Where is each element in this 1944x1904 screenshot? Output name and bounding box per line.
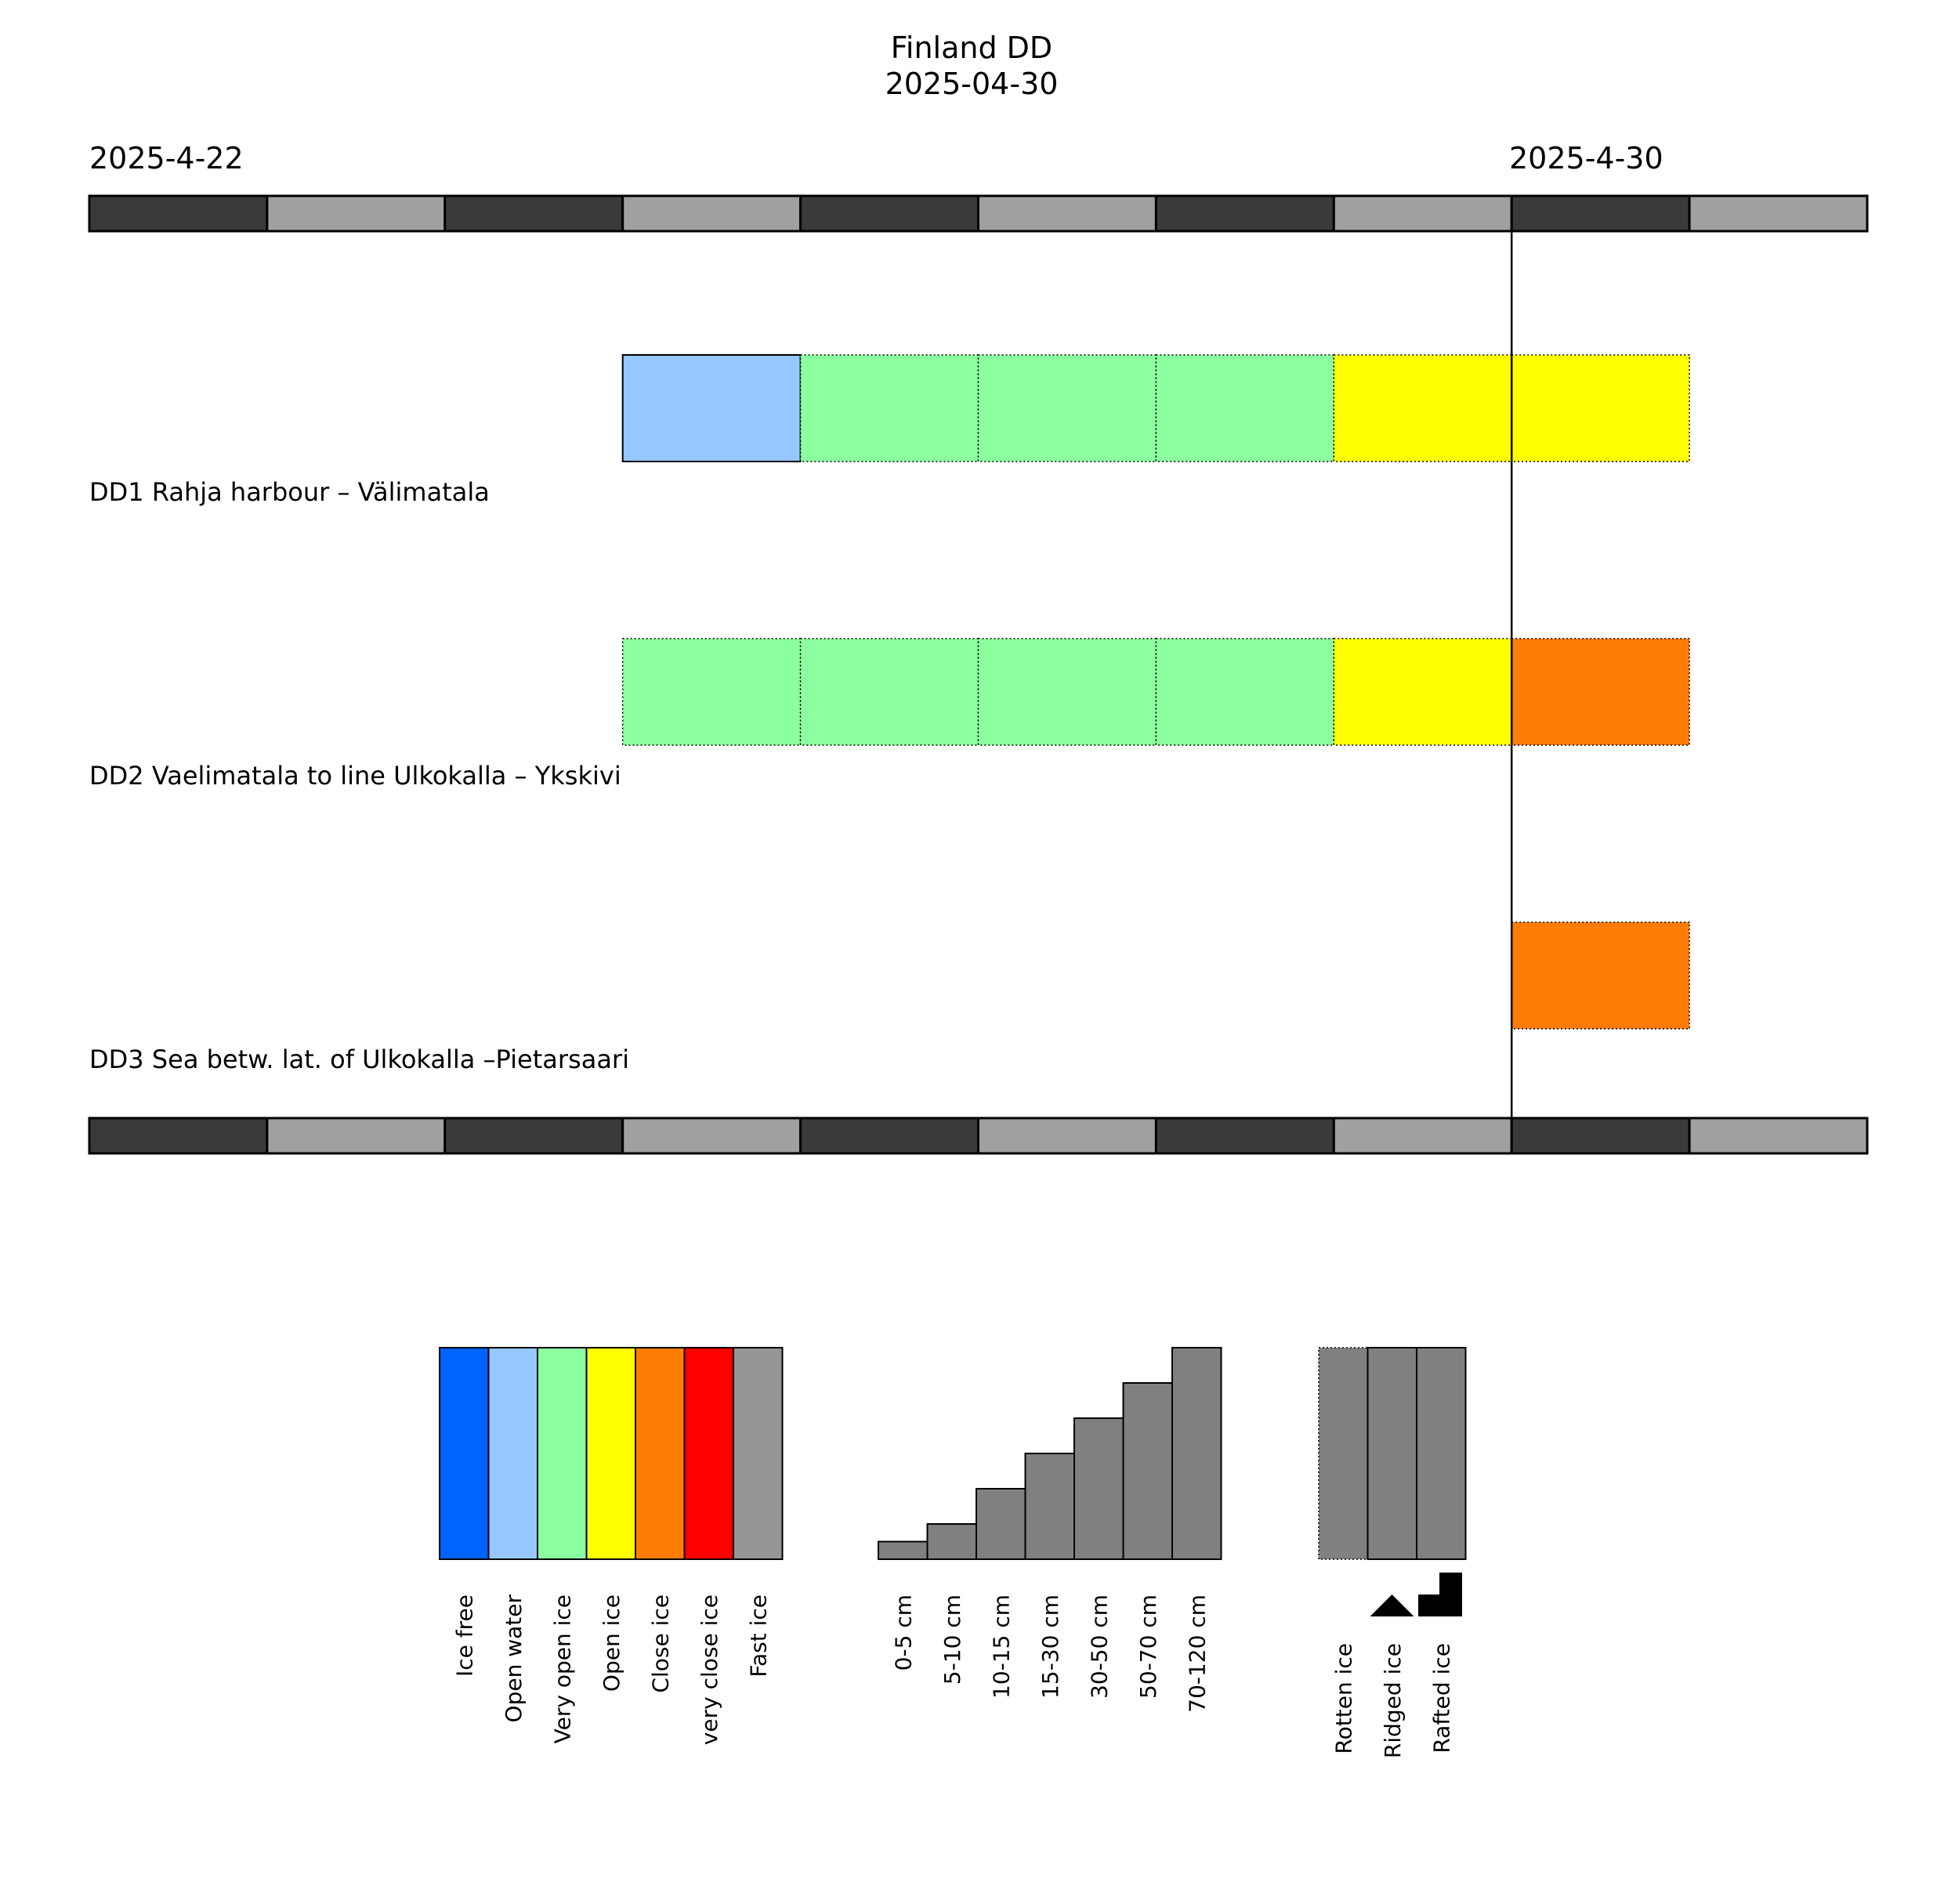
top-timebar-day-4 bbox=[801, 196, 979, 231]
top-timebar-day-8 bbox=[1511, 196, 1689, 231]
bottom-timebar-day-6 bbox=[1156, 1118, 1334, 1153]
ice-type-swatch bbox=[1319, 1348, 1368, 1559]
thickness-label: 50-70 cm bbox=[1135, 1595, 1161, 1699]
bottom-timebar-day-8 bbox=[1511, 1118, 1689, 1153]
ice-cell bbox=[979, 639, 1157, 745]
chart-title: Finland DD bbox=[890, 31, 1053, 65]
thickness-bar bbox=[1172, 1348, 1222, 1559]
legend-label: Close ice bbox=[647, 1595, 674, 1693]
ice-cell bbox=[1334, 639, 1511, 745]
top-timebar-day-3 bbox=[623, 196, 801, 231]
top-timebar-day-5 bbox=[979, 196, 1157, 231]
ice-cell bbox=[1334, 355, 1511, 462]
region-label: DD3 Sea betw. lat. of Ulkokalla –Pietarsaari bbox=[89, 1044, 629, 1074]
bottom-timebar-day-9 bbox=[1689, 1118, 1867, 1153]
ice-cell bbox=[801, 355, 979, 462]
bottom-timebar bbox=[89, 1118, 1867, 1153]
bottom-timebar-day-1 bbox=[267, 1118, 445, 1153]
legend-swatch bbox=[635, 1348, 685, 1559]
top-timebar-day-0 bbox=[89, 196, 267, 231]
thickness-legend bbox=[878, 1348, 1222, 1713]
thickness-bar bbox=[928, 1524, 977, 1559]
thickness-bar bbox=[1074, 1418, 1124, 1559]
legend-swatch bbox=[440, 1348, 489, 1559]
region-label: DD2 Vaelimatala to line Ulkokalla – Ykskivi bbox=[89, 761, 621, 791]
region-label: DD1 Rahja harbour – Välimatala bbox=[89, 477, 490, 507]
thickness-bar bbox=[1026, 1453, 1075, 1559]
start-date-label: 2025-4-22 bbox=[89, 141, 244, 176]
ice-cell bbox=[1511, 639, 1689, 745]
thickness-label: 5-10 cm bbox=[939, 1595, 965, 1685]
legend-swatch bbox=[685, 1348, 734, 1559]
legend-label: Open water bbox=[500, 1595, 527, 1723]
legend-label: Open ice bbox=[598, 1595, 624, 1692]
legend-label: Fast ice bbox=[745, 1595, 772, 1678]
ice-type-label: Ridged ice bbox=[1379, 1643, 1406, 1759]
legend-swatch bbox=[489, 1348, 538, 1559]
ice-type-label: Rafted ice bbox=[1428, 1643, 1455, 1754]
top-timebar-day-7 bbox=[1334, 196, 1511, 231]
top-timebar bbox=[89, 196, 1867, 231]
chart-subtitle: 2025-04-30 bbox=[885, 67, 1059, 101]
current-date-label: 2025-4-30 bbox=[1509, 141, 1663, 176]
thickness-bar bbox=[1124, 1383, 1173, 1559]
region-row bbox=[89, 639, 1689, 791]
ice-type-legend bbox=[1319, 1348, 1466, 1758]
ice-cell bbox=[623, 355, 801, 462]
thickness-label: 15-30 cm bbox=[1037, 1595, 1063, 1699]
top-timebar-day-1 bbox=[267, 196, 445, 231]
thickness-bar bbox=[878, 1542, 928, 1560]
bottom-timebar-day-4 bbox=[801, 1118, 979, 1153]
ice-cell bbox=[1511, 922, 1689, 1029]
bottom-timebar-day-3 bbox=[623, 1118, 801, 1153]
legend-swatch bbox=[587, 1348, 636, 1559]
ice-cell bbox=[801, 639, 979, 745]
ice-cell bbox=[1156, 639, 1334, 745]
bottom-timebar-day-0 bbox=[89, 1118, 267, 1153]
thickness-label: 0-5 cm bbox=[890, 1595, 917, 1671]
ice-type-label: Rotten ice bbox=[1330, 1643, 1357, 1754]
ice-cell bbox=[979, 355, 1157, 462]
legend-swatch bbox=[733, 1348, 783, 1559]
top-timebar-day-6 bbox=[1156, 196, 1334, 231]
concentration-legend bbox=[440, 1348, 783, 1745]
ice-cell bbox=[1156, 355, 1334, 462]
legend-label: very close ice bbox=[696, 1595, 722, 1746]
ice-cell bbox=[1511, 355, 1689, 462]
thickness-label: 70-120 cm bbox=[1184, 1595, 1211, 1713]
ice-type-swatch bbox=[1368, 1348, 1417, 1559]
bottom-timebar-day-5 bbox=[979, 1118, 1157, 1153]
region-row bbox=[89, 922, 1689, 1074]
region-rows bbox=[89, 355, 1689, 1074]
ice-type-swatch bbox=[1417, 1348, 1466, 1559]
region-row bbox=[89, 355, 1689, 507]
ridged-ice-icon bbox=[1370, 1595, 1414, 1616]
legend-label: Ice free bbox=[451, 1595, 478, 1677]
rafted-ice-icon bbox=[1418, 1573, 1462, 1616]
bottom-timebar-day-2 bbox=[445, 1118, 623, 1153]
top-timebar-day-2 bbox=[445, 196, 623, 231]
thickness-label: 30-50 cm bbox=[1086, 1595, 1113, 1699]
top-timebar-day-9 bbox=[1689, 196, 1867, 231]
legend-label: Very open ice bbox=[549, 1595, 576, 1744]
bottom-timebar-day-7 bbox=[1334, 1118, 1511, 1153]
thickness-label: 10-15 cm bbox=[988, 1595, 1015, 1699]
legend-swatch bbox=[538, 1348, 587, 1559]
ice-cell bbox=[623, 639, 801, 745]
thickness-bar bbox=[976, 1489, 1026, 1559]
